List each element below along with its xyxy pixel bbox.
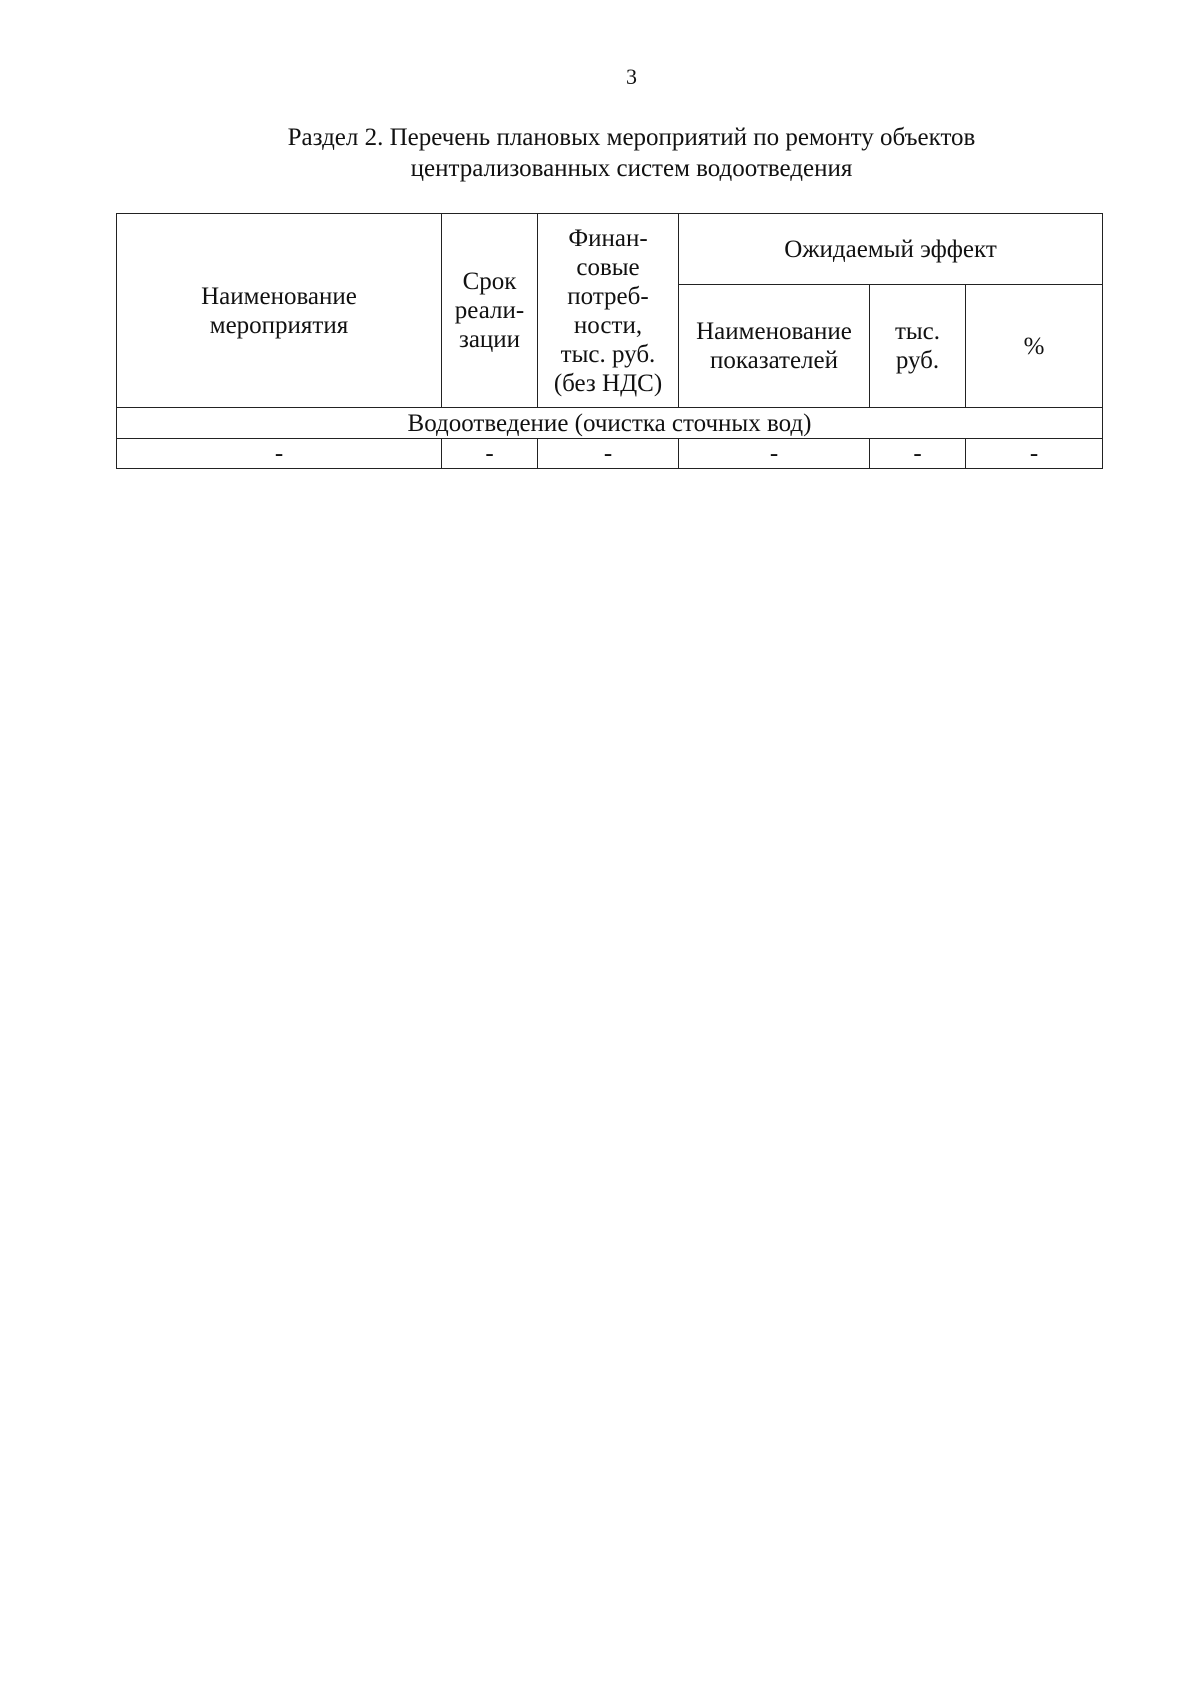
header-indicator-names: Наименование показателей	[679, 285, 870, 408]
section-row-label: Водоотведение (очистка сточных вод)	[117, 408, 1103, 439]
header-financial-needs: Финан- совые потреб- ности, тыс. руб. (без НДС)	[538, 214, 679, 408]
table-cell: -	[538, 439, 679, 469]
table-cell: -	[966, 439, 1103, 469]
section-title-line-2: централизованных систем водоотведения	[410, 155, 853, 182]
measures-table	[116, 213, 1103, 469]
section-row	[117, 408, 1103, 439]
header-effect-rub: тыс. руб.	[870, 285, 966, 408]
header-row-top	[117, 214, 1103, 285]
header-term: Срок реали- зации	[442, 214, 538, 408]
section-title	[0, 122, 1200, 184]
page-number: 3	[626, 64, 637, 89]
section-title-line-1: Раздел 2. Перечень плановых мероприятий по ремонту объектов	[287, 124, 976, 151]
table-cell: -	[117, 439, 442, 469]
header-expected-effect: Ожидаемый эффект	[679, 214, 1103, 285]
table-row	[117, 439, 1103, 469]
table-cell: -	[442, 439, 538, 469]
table-cell: -	[679, 439, 870, 469]
header-effect-percent: %	[966, 285, 1103, 408]
table-cell: -	[870, 439, 966, 469]
header-measure-name: Наименование мероприятия	[117, 214, 442, 408]
